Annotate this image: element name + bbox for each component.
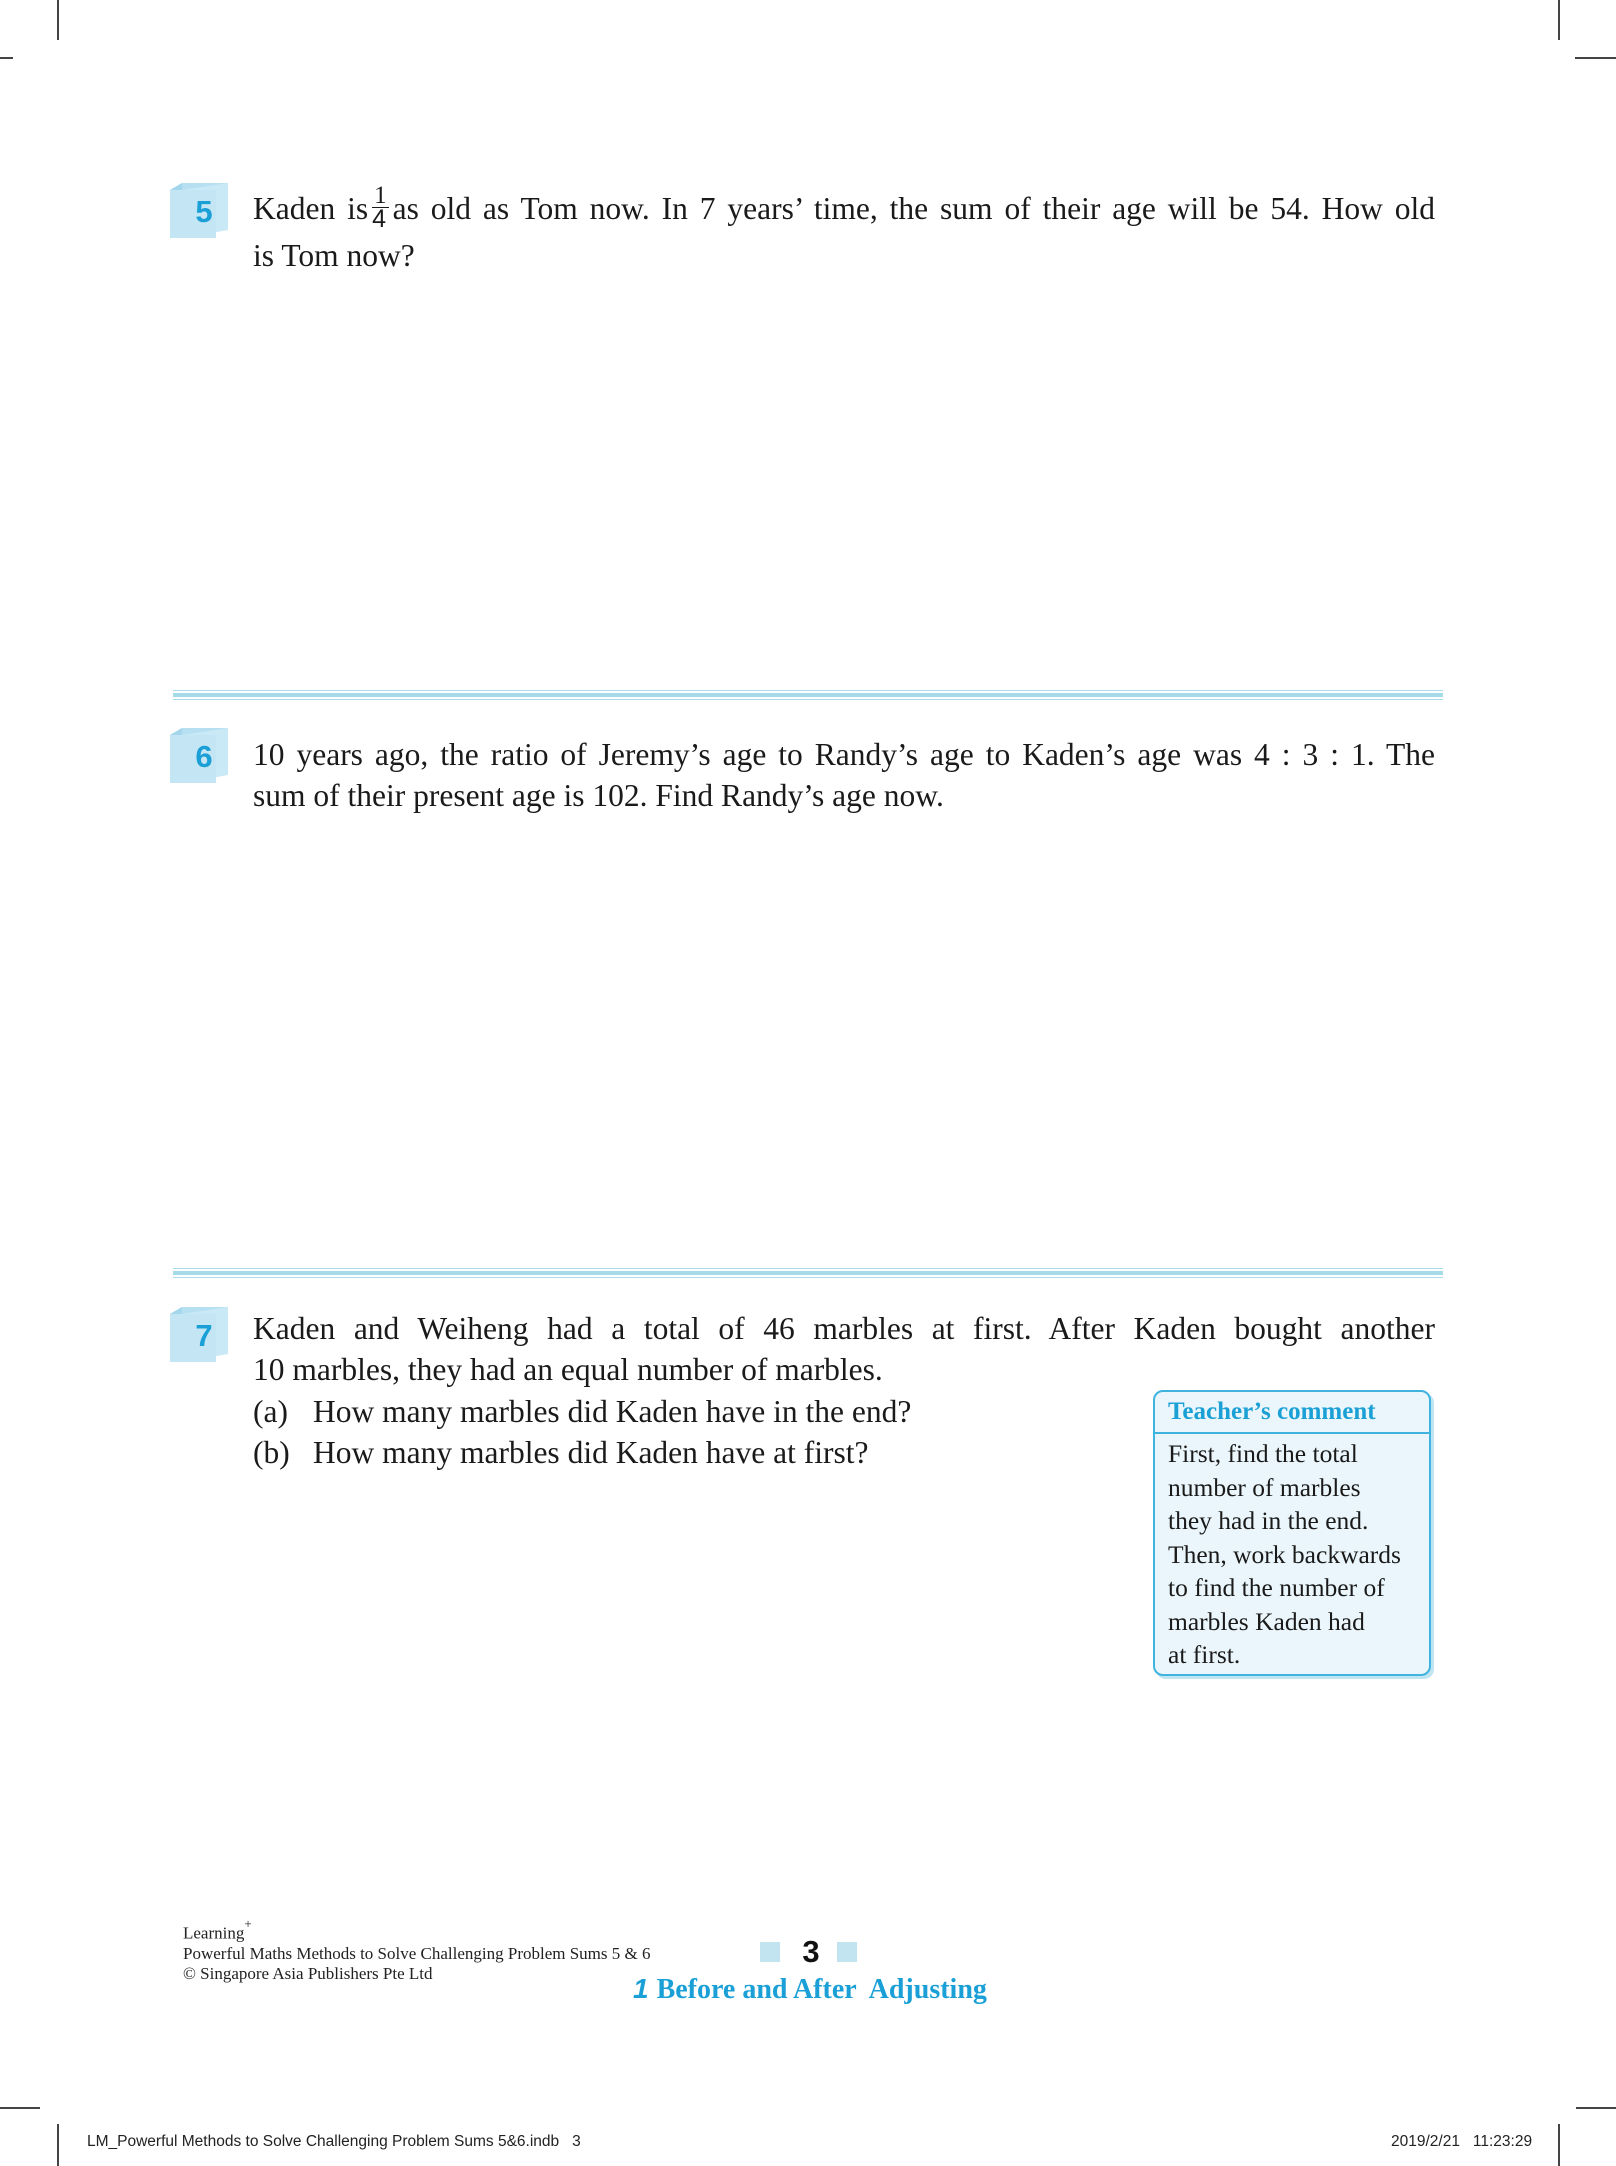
question-number: 7	[195, 1318, 213, 1353]
page-number-square-icon	[837, 1942, 857, 1962]
q5-text-a: Kaden is	[253, 191, 369, 226]
section-divider	[173, 1268, 1443, 1278]
comment-line: at first.	[1168, 1640, 1241, 1669]
copyright: © Singapore Asia Publishers Pte Ltd	[183, 1963, 433, 1983]
slug-datetime: 2019/2/21 11:23:29	[1391, 2133, 1533, 2150]
footer-publisher-info	[183, 1918, 651, 1984]
fraction-one-quarter: $\frac{1}{4}$	[372, 182, 387, 234]
comment-line: to find the number of	[1168, 1573, 1385, 1602]
part-text: How many marbles did Kaden have at first?	[313, 1435, 869, 1470]
question-part-a	[253, 1391, 911, 1432]
book-title: Powerful Maths Methods to Solve Challenging Problem Sums 5 & 6	[183, 1943, 651, 1963]
crop-mark-bottom-left-h	[0, 2107, 40, 2109]
page-number-square-icon	[760, 1942, 780, 1962]
question-5-text	[253, 182, 1435, 277]
part-label: (b)	[253, 1435, 290, 1470]
crop-mark-top-left-v	[57, 0, 59, 40]
comment-line: First, find the total	[1168, 1439, 1358, 1468]
crop-mark-top-right-h	[1575, 57, 1616, 59]
q7-line1: Kaden and Weiheng had a total of 46 marbles at first. After Kaden bought another	[253, 1311, 1435, 1346]
brand-logo: Learning+	[183, 1916, 252, 1943]
part-text: How many marbles did Kaden have in the end?	[313, 1394, 912, 1429]
teacher-comment-body	[1155, 1434, 1429, 1675]
question-7-text	[253, 1308, 1435, 1390]
question-number: 6	[195, 739, 213, 774]
crop-mark-bottom-right-h	[1576, 2107, 1616, 2109]
chapter-name: Before and After Adjusting	[656, 1974, 987, 2005]
question-number-badge	[170, 1306, 228, 1362]
comment-line: marbles Kaden had	[1168, 1606, 1365, 1636]
crop-mark-bottom-left-v	[57, 2124, 59, 2166]
teacher-comment-box	[1153, 1390, 1431, 1676]
teacher-comment-title: Teacher’s comment	[1155, 1392, 1429, 1434]
q7-line2: 10 marbles, they had an equal number of marbles.	[253, 1352, 883, 1387]
section-divider	[173, 690, 1443, 700]
q6-line2: sum of their present age is 102. Find Randy’s age now.	[253, 778, 944, 813]
q6-line1: 10 years ago, the ratio of Jeremy’s age to Randy’s age to Kaden’s age was 4 : 3 : 1. The	[253, 737, 1435, 772]
crop-mark-top-right-v	[1558, 0, 1560, 40]
comment-line: number of marbles	[1168, 1472, 1361, 1502]
q5-line2: is Tom now?	[253, 238, 415, 274]
question-number: 5	[195, 194, 213, 229]
q5-text-b: as old as Tom now. In 7 years’ time, the sum of their age will be 54. How old	[392, 191, 1435, 226]
crop-mark-bottom-right-v	[1558, 2124, 1560, 2166]
question-number-badge	[170, 727, 228, 783]
slug-filename: LM_Powerful Methods to Solve Challenging Problem Sums 5&6.indb 3	[87, 2133, 581, 2150]
question-6-text	[253, 734, 1435, 816]
part-label: (a)	[253, 1394, 288, 1429]
comment-line: Then, work backwards	[1168, 1539, 1401, 1569]
chapter-number: 1	[633, 1973, 649, 2004]
question-number-badge	[170, 182, 228, 238]
crop-mark-top-left-h	[0, 57, 13, 59]
comment-line: they had in the end.	[1168, 1506, 1369, 1535]
chapter-title	[633, 1971, 987, 2008]
question-part-b	[253, 1432, 868, 1473]
page-number: 3	[802, 1934, 820, 1969]
